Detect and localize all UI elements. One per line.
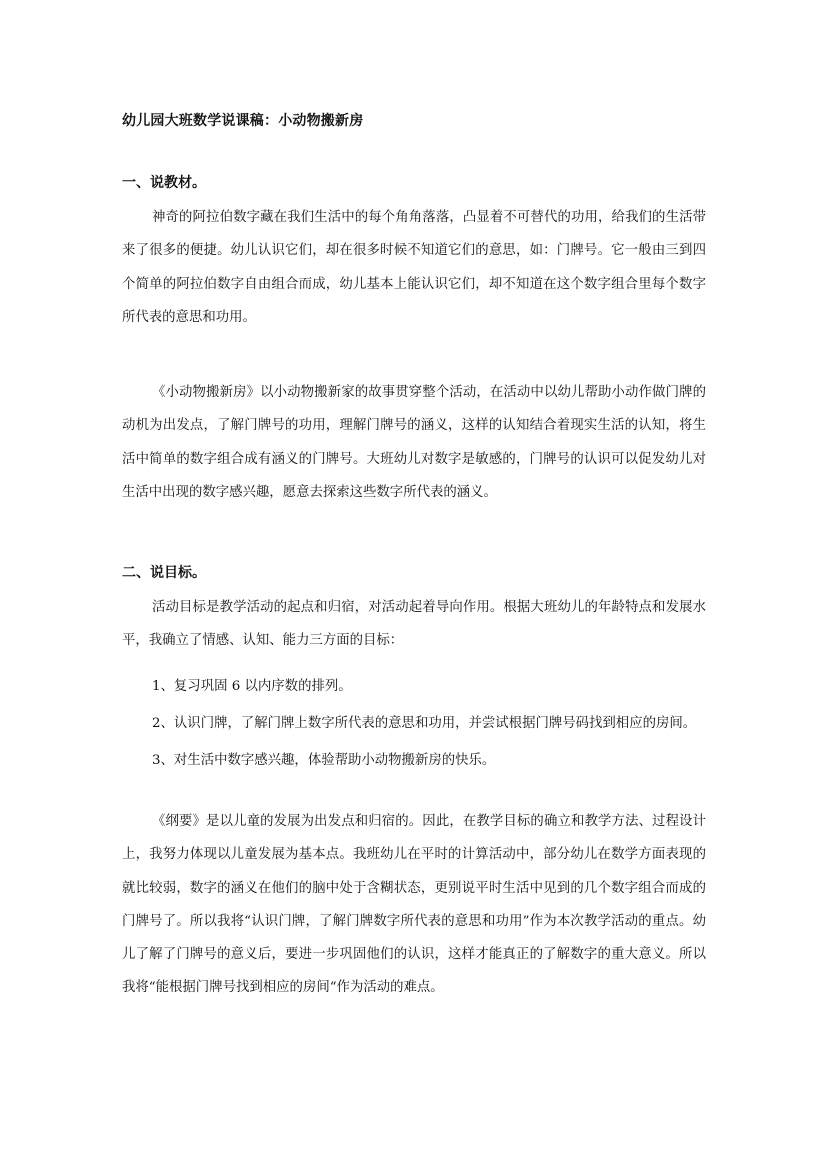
document-title: 幼儿园大班数学说课稿：小动物搬新房: [122, 113, 364, 129]
section-heading-goals: 二、说目标。: [122, 565, 206, 581]
paragraph-materials-1: 神奇的阿拉伯数字藏在我们生活中的每个角角落落，凸显着不可替代的功用，给我们的生活带来了很多的便捷。幼儿认识它们，却在很多时候不知道它们的意思，如：门牌号。它一般由三到四个简单的阿拉伯数字自由组合而成，幼儿基本上能认识它们，却不知道在这个数字组合里每个数字所代表的意思和功用。: [122, 210, 706, 325]
goal-item-2: 2、认识门牌，了解门牌上数字所代表的意思和功用，并尝试根据门牌号码找到相应的房间。: [152, 716, 697, 731]
paragraph-outline: 《纲要》是以儿童的发展为出发点和归宿的。因此，在教学目标的确立和教学方法、过程设计上，我努力体现以儿童发展为基本点。我班幼儿在平时的计算活动中，部分幼儿在数学方面表现的就比较弱，数字的涵义在他们的脑中处于含糊状态，更别说平时生活中见到的几个数字组合而成的门牌号了。所以我将“认识门牌，了解门牌数字所代表的意思和功用”作为本次教学活动的重点。幼儿了解了门牌号的意义后，要进一步巩固他们的认识，这样才能真正的了解数字的重大意义。所以我将“能根据门牌号找到相应的房间“作为活动的难点。: [122, 814, 706, 996]
paragraph-goals-intro: 活动目标是教学活动的起点和归宿，对活动起着导向作用。根据大班幼儿的年龄特点和发展水平，我确立了情感、认知、能力三方面的目标：: [122, 600, 706, 649]
goal-item-3: 3、对生活中数字感兴趣，体验帮助小动物搬新房的快乐。: [152, 753, 496, 768]
paragraph-materials-2: 《小动物搬新房》以小动物搬新家的故事贯穿整个活动，在活动中以幼儿帮助小动作做门牌的动机为出发点，了解门牌号的功用，理解门牌号的涵义，这样的认知结合着现实生活的认知，将生活中简单的数字组合成有涵义的门牌号。大班幼儿对数字是敏感的，门牌号的认识可以促发幼儿对生活中出现的数字感兴趣，愿意去探索这些数字所代表的涵义。: [122, 385, 706, 500]
goal-item-1: 1、复习巩固 6 以内序数的排列。: [152, 679, 352, 694]
section-heading-materials: 一、说教材。: [122, 175, 206, 191]
